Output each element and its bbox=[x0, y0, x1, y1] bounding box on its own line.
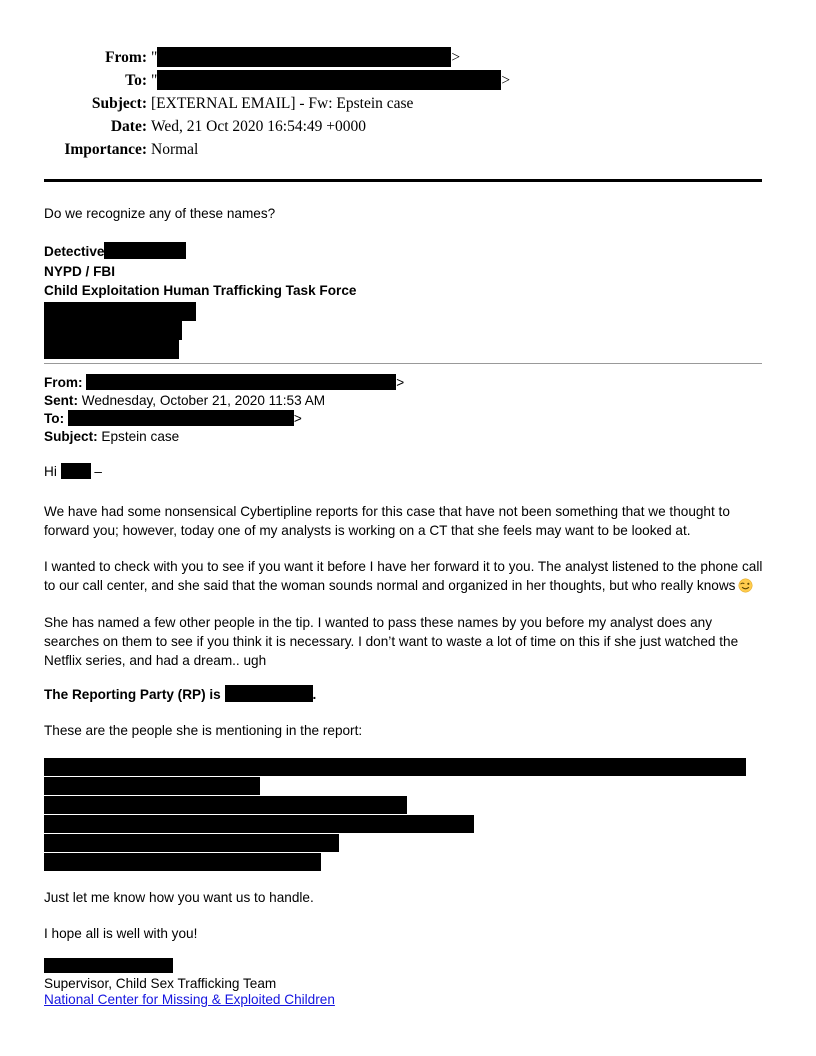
header-row-subject bbox=[44, 92, 762, 115]
header-row-to bbox=[44, 69, 762, 92]
greeting-dash: – bbox=[94, 463, 102, 479]
redacted-text-bar bbox=[44, 853, 321, 871]
from-value bbox=[151, 46, 762, 69]
paragraph-names-tip: She has named a few other people in the tip. I wanted to pass these names by you before my analyst does any searches on them to see if you think it is necessary. I don’t want to waste a lot of time on this if she just watched the Netflix series, and had a dream.. ugh bbox=[44, 614, 739, 668]
sender-title: Supervisor, Child Sex Trafficking Team bbox=[44, 975, 277, 991]
redacted-text-bar bbox=[44, 796, 407, 814]
date-label: Date: bbox=[110, 118, 147, 135]
header-row-date bbox=[44, 115, 762, 138]
header-row-importance bbox=[44, 138, 762, 161]
ncmec-link[interactable]: National Center for Missing & Exploited Children bbox=[44, 991, 335, 1007]
detective-title: Detective bbox=[44, 244, 105, 259]
redaction-to-address bbox=[157, 70, 501, 90]
redaction-greeting-name bbox=[61, 463, 91, 479]
fwd-to-angle-bracket: > bbox=[293, 410, 302, 426]
fwd-subject-label: Subject: bbox=[44, 428, 98, 444]
fwd-row-from bbox=[44, 374, 762, 392]
from-quote: " bbox=[151, 49, 158, 66]
redaction-fwd-to bbox=[68, 410, 294, 426]
redacted-text-bar bbox=[44, 815, 474, 833]
fwd-from-label: From: bbox=[44, 374, 83, 390]
from-label: From: bbox=[105, 49, 147, 66]
to-angle-bracket: > bbox=[501, 72, 511, 89]
closing-line-1: Just let me know how you want us to handle. bbox=[44, 889, 314, 905]
closing-line-2: I hope all is well with you! bbox=[44, 925, 198, 941]
forwarded-message-separator bbox=[44, 363, 762, 364]
paragraph-cybertipline: We have had some nonsensical Cybertipline reports for this case that have not been something that we thought to forward you; however, today one of my analysts is working on a CT that she feels may want to be looked at. bbox=[44, 503, 730, 538]
reporting-party-period: . bbox=[312, 686, 317, 702]
greeting-prefix: Hi bbox=[44, 463, 57, 479]
fwd-row-sent bbox=[44, 392, 762, 410]
mention-intro-line: These are the people she is mentioning in the report: bbox=[44, 722, 363, 738]
reporting-party-text: The Reporting Party (RP) is bbox=[44, 686, 221, 702]
redaction-detective-name bbox=[104, 242, 186, 259]
fwd-to-label: To: bbox=[44, 410, 65, 426]
fwd-row-to bbox=[44, 410, 762, 428]
detective-title-line bbox=[44, 242, 762, 262]
date-value: Wed, 21 Oct 2020 16:54:49 +0000 bbox=[151, 118, 367, 135]
redaction-names-list bbox=[44, 758, 762, 871]
intro-question: Do we recognize any of these names? bbox=[44, 206, 276, 221]
fwd-subject-value: Epstein case bbox=[101, 428, 180, 444]
detective-org: NYPD / FBI bbox=[44, 263, 115, 279]
winking-face-emoji bbox=[738, 578, 753, 593]
redaction-fwd-from bbox=[86, 374, 396, 390]
paragraph-analyst-text: I wanted to check with you to see if you want it before I have her forward it to you. The analyst listened to the phone call to our call center, and she said that the woman sounds normal and organized in her thoughts, but who really knows bbox=[44, 558, 763, 593]
fwd-sent-label: Sent: bbox=[44, 392, 78, 408]
redaction-contact-block bbox=[44, 302, 762, 359]
importance-label: Importance: bbox=[64, 141, 147, 158]
subject-value: [EXTERNAL EMAIL] - Fw: Epstein case bbox=[151, 95, 414, 112]
redacted-text-bar bbox=[44, 321, 182, 340]
to-label: To: bbox=[125, 72, 147, 89]
to-quote: " bbox=[151, 72, 158, 89]
redaction-sender-name bbox=[44, 958, 173, 973]
to-value bbox=[151, 69, 762, 92]
redaction-reporting-party bbox=[225, 685, 313, 702]
forwarded-header bbox=[44, 374, 762, 446]
fwd-from-angle-bracket: > bbox=[396, 374, 405, 390]
reporting-party-line bbox=[44, 685, 768, 704]
fwd-sent-value: Wednesday, October 21, 2020 11:53 AM bbox=[81, 392, 326, 408]
paragraph-analyst bbox=[44, 557, 768, 595]
redacted-text-bar bbox=[44, 340, 179, 359]
detective-signature-block bbox=[44, 242, 762, 359]
subject-label: Subject: bbox=[91, 95, 147, 112]
header-row-from bbox=[44, 46, 762, 69]
redacted-text-bar bbox=[44, 302, 196, 321]
header-separator-rule bbox=[44, 179, 762, 182]
fwd-row-subject bbox=[44, 428, 762, 446]
importance-value: Normal bbox=[151, 141, 199, 158]
redacted-text-bar bbox=[44, 834, 339, 852]
redacted-text-bar bbox=[44, 758, 746, 776]
redacted-text-bar bbox=[44, 777, 260, 795]
mail-header bbox=[44, 46, 762, 161]
redaction-from-address bbox=[157, 47, 451, 67]
detective-unit: Child Exploitation Human Trafficking Task Force bbox=[44, 283, 357, 298]
mail-body bbox=[44, 204, 762, 1007]
from-angle-bracket: > bbox=[451, 49, 461, 66]
greeting-line bbox=[44, 462, 768, 481]
sender-signature-block bbox=[44, 958, 762, 1007]
